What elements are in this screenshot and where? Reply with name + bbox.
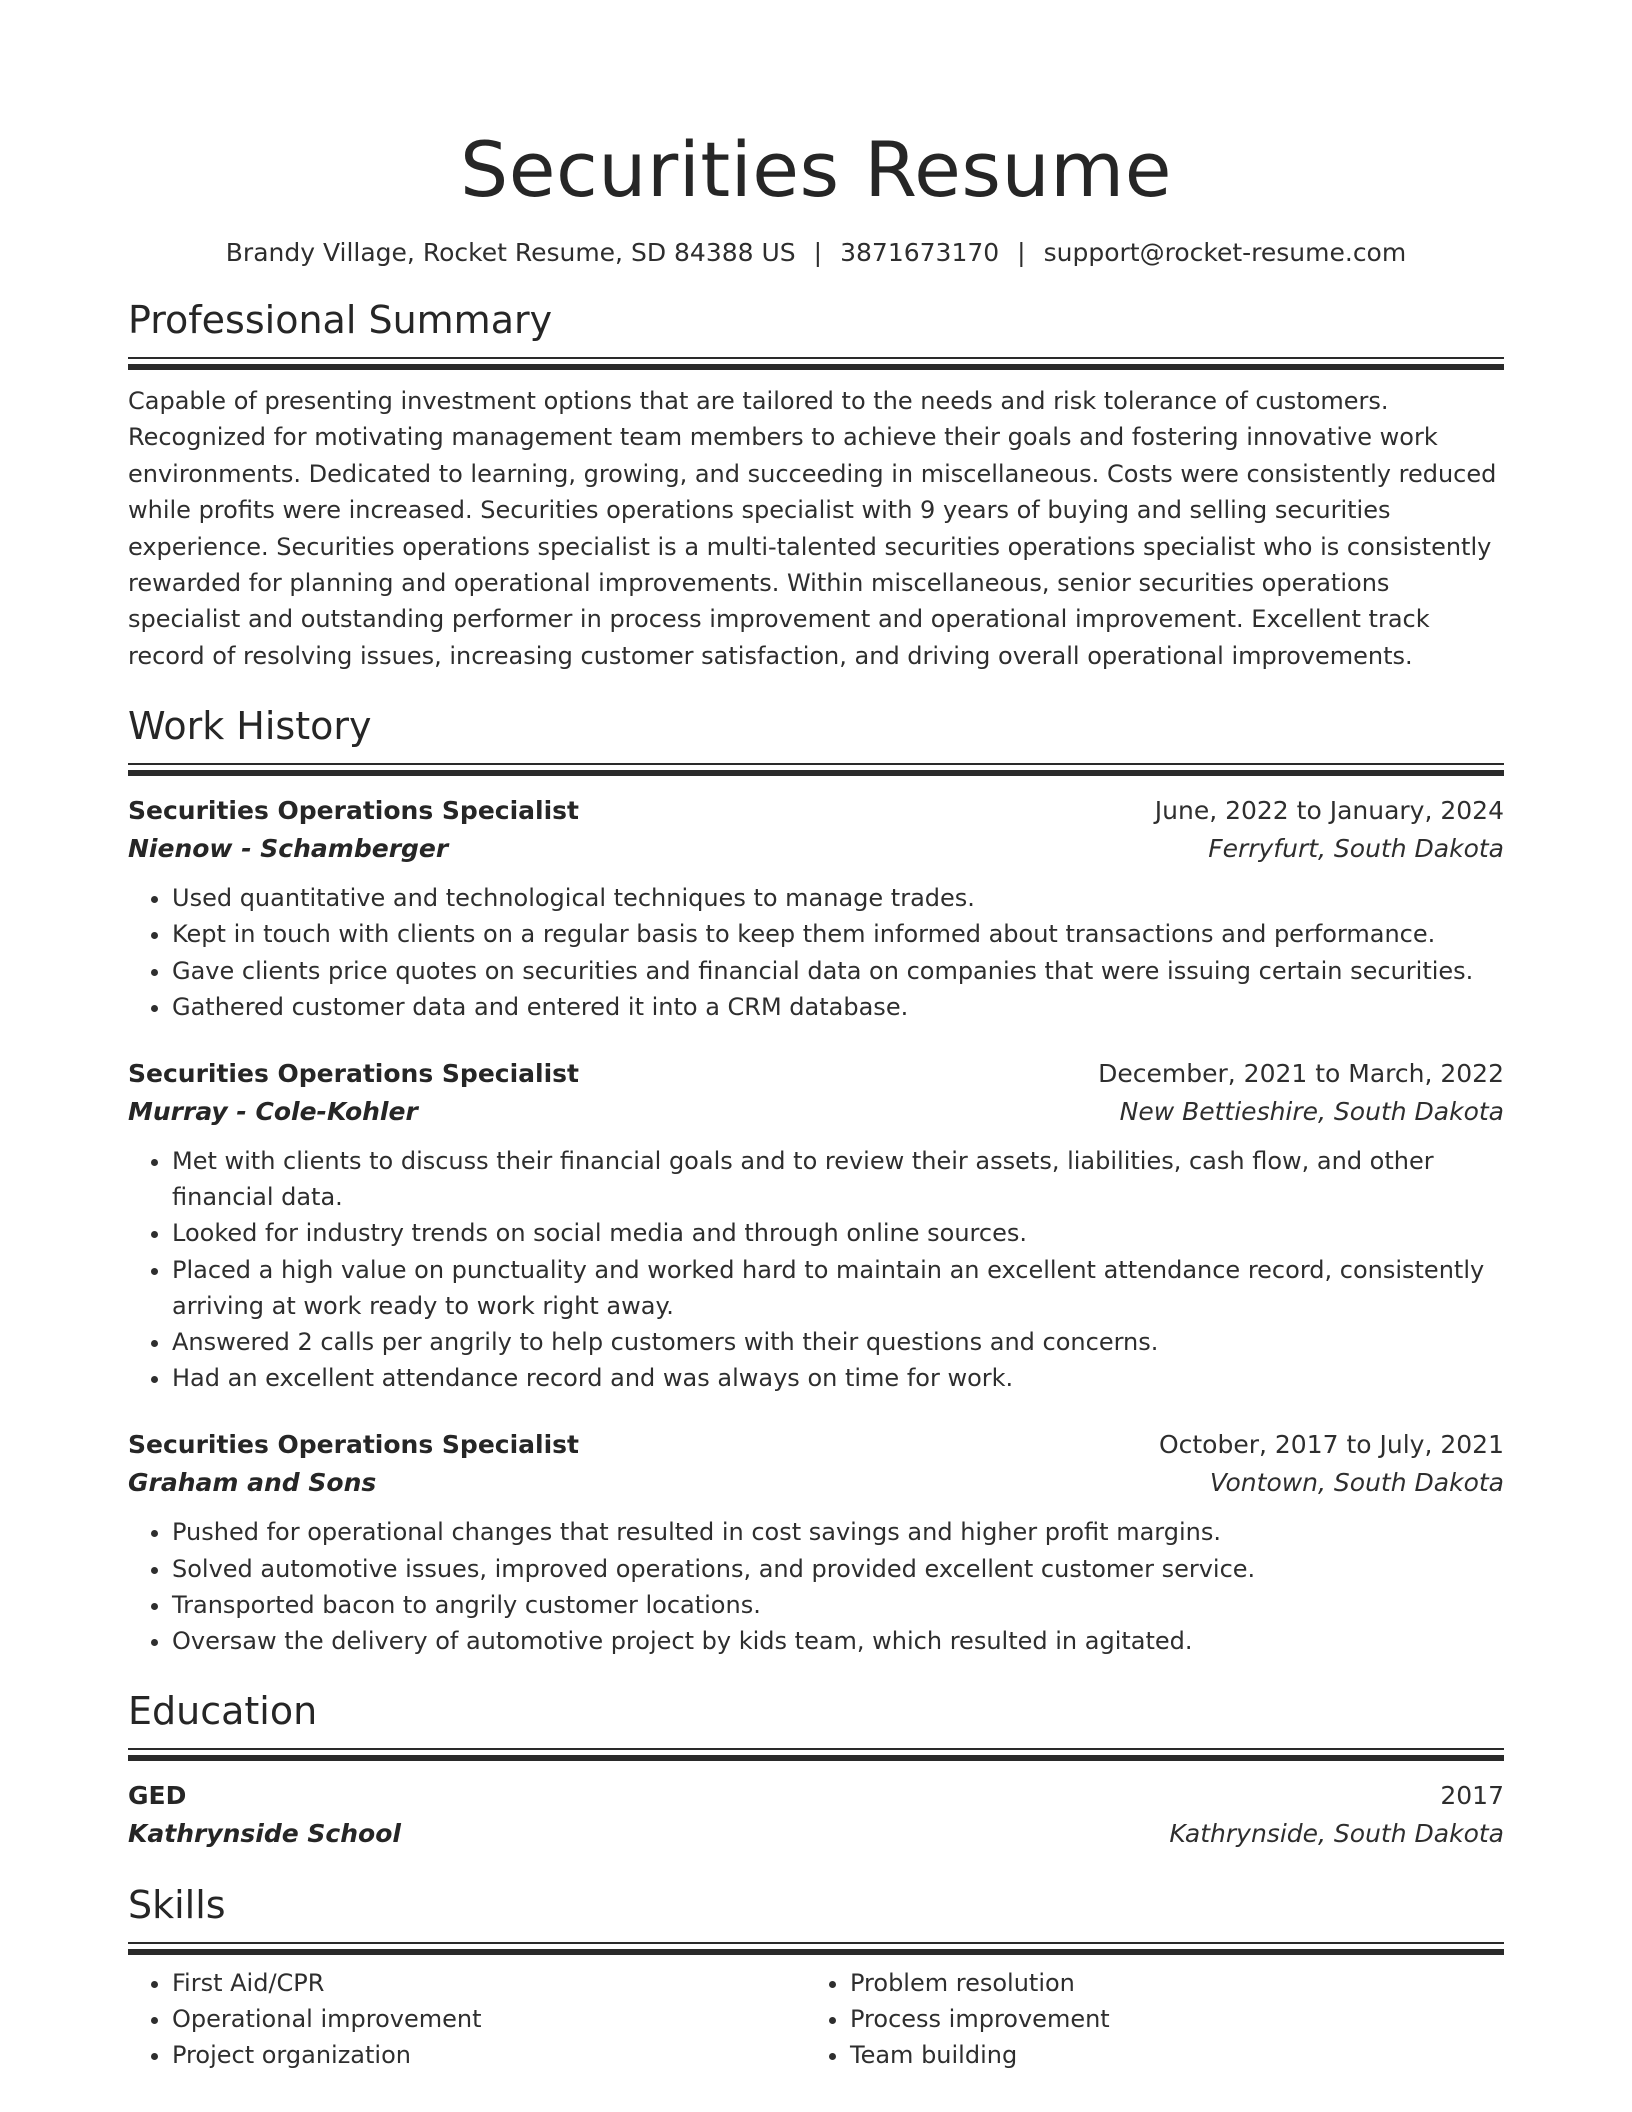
job-bullet: • Met with clients to discuss their financial goals and to review their assets, liabilities, cash flow, and other financial data.: [172, 1143, 1504, 1215]
job-entry: [128, 792, 1504, 1025]
job-dates: December, 2021 to March, 2022: [1098, 1059, 1504, 1089]
job-bullets: [128, 1143, 1504, 1396]
job-entry: [128, 1426, 1504, 1659]
job-location: Ferryfurt, South Dakota: [1208, 834, 1504, 864]
job-bullet: • Solved automotive issues, improved operations, and provided excellent customer service.: [172, 1551, 1504, 1587]
contact-email: support@rocket-resume.com: [1043, 238, 1407, 267]
section-divider: [128, 1942, 1504, 1955]
contact-phone: 3871673170: [840, 238, 1000, 267]
skill-item: • Problem resolution: [850, 1965, 1484, 2001]
skill-item: • Operational improvement: [172, 2001, 806, 2037]
job-location: New Bettieshire, South Dakota: [1119, 1097, 1504, 1127]
job-bullet: • Used quantitative and technological techniques to manage trades.: [172, 880, 1504, 916]
education-school: Kathrynside School: [128, 1819, 401, 1849]
section-title-skills: Skills: [128, 1883, 226, 1928]
job-company: Murray - Cole-Kohler: [128, 1097, 418, 1127]
resume-content: [128, 0, 1504, 2073]
section-divider: [128, 763, 1504, 776]
skill-item: • Process improvement: [850, 2001, 1484, 2037]
education-location: Kathrynside, South Dakota: [1169, 1819, 1504, 1849]
skills-list-left: [128, 1965, 806, 2073]
job-dates: October, 2017 to July, 2021: [1158, 1430, 1504, 1460]
section-title-work-history: Work History: [128, 704, 372, 749]
section-title-education: Education: [128, 1689, 318, 1734]
education-entry: [128, 1777, 1504, 1853]
job-bullet: • Oversaw the delivery of automotive project by kids team, which resulted in agitated.: [172, 1623, 1504, 1659]
resume-title: Securities Resume: [460, 125, 1172, 214]
job-title: Securities Operations Specialist: [128, 1430, 580, 1460]
education-section: [128, 1687, 1504, 1853]
skills-columns: [128, 1965, 1504, 2073]
skill-item: • Team building: [850, 2037, 1484, 2073]
contact-separator: |: [1017, 238, 1026, 267]
job-dates: June, 2022 to January, 2024: [1154, 796, 1504, 826]
summary-section: [128, 296, 1504, 674]
job-bullet: • Had an excellent attendance record and was always on time for work.: [172, 1360, 1504, 1396]
job-entry: [128, 1055, 1504, 1396]
skills-list-right: [806, 1965, 1484, 2073]
job-location: Vontown, South Dakota: [1209, 1468, 1504, 1498]
section-title-summary: Professional Summary: [128, 298, 553, 342]
skill-item: • First Aid/CPR: [172, 1965, 806, 2001]
job-bullet: • Kept in touch with clients on a regular basis to keep them informed about transactions and performance.: [172, 916, 1504, 952]
section-divider: [128, 357, 1504, 370]
job-bullets: [128, 880, 1504, 1025]
contact-address: Brandy Village, Rocket Resume, SD 84388 US: [225, 238, 796, 267]
contact-line: [128, 236, 1504, 270]
job-title: Securities Operations Specialist: [128, 796, 580, 826]
section-divider: [128, 1748, 1504, 1761]
job-company: Nienow - Schamberger: [128, 834, 449, 864]
education-year: 2017: [1440, 1781, 1504, 1811]
job-bullet: • Pushed for operational changes that resulted in cost savings and higher profit margins.: [172, 1514, 1504, 1550]
education-degree: GED: [128, 1781, 187, 1811]
job-bullet: • Transported bacon to angrily customer locations.: [172, 1587, 1504, 1623]
job-bullet: • Answered 2 calls per angrily to help customers with their questions and concerns.: [172, 1324, 1504, 1360]
job-bullet: • Gathered customer data and entered it into a CRM database.: [172, 989, 1504, 1025]
work-history-section: [128, 702, 1504, 1659]
job-company: Graham and Sons: [128, 1468, 377, 1498]
summary-text: Capable of presenting investment options that are tailored to the needs and risk tolerance of customers. Recognized for motivating management team members to achieve their goals and fostering innovative work environments. Dedicated to learning, growing, and succeeding in miscellaneous. Costs were consistently reduced while profits were increased. Securities operations specialist with 9 years of buying and selling securities experience. Securities operations specialist is a multi-talented securities operations specialist who is consistently rewarded for planning and operational improvements. Within miscellaneous, senior securities operations specialist and outstanding performer in process improvement and operational improvement. Excellent track record of resolving issues, increasing customer satisfaction, and driving overall operational improvements.: [128, 387, 1497, 670]
job-bullet: • Placed a high value on punctuality and worked hard to maintain an excellent attendance record, consistently arriving at work ready to work right away.: [172, 1252, 1504, 1324]
job-title: Securities Operations Specialist: [128, 1059, 580, 1089]
contact-separator: |: [813, 238, 823, 267]
job-bullets: [128, 1514, 1504, 1659]
skills-section: [128, 1881, 1504, 2073]
job-bullet: • Gave clients price quotes on securities and financial data on companies that were issuing certain securities.: [172, 953, 1504, 989]
skill-item: • Project organization: [172, 2037, 806, 2073]
job-bullet: • Looked for industry trends on social media and through online sources.: [172, 1215, 1504, 1251]
